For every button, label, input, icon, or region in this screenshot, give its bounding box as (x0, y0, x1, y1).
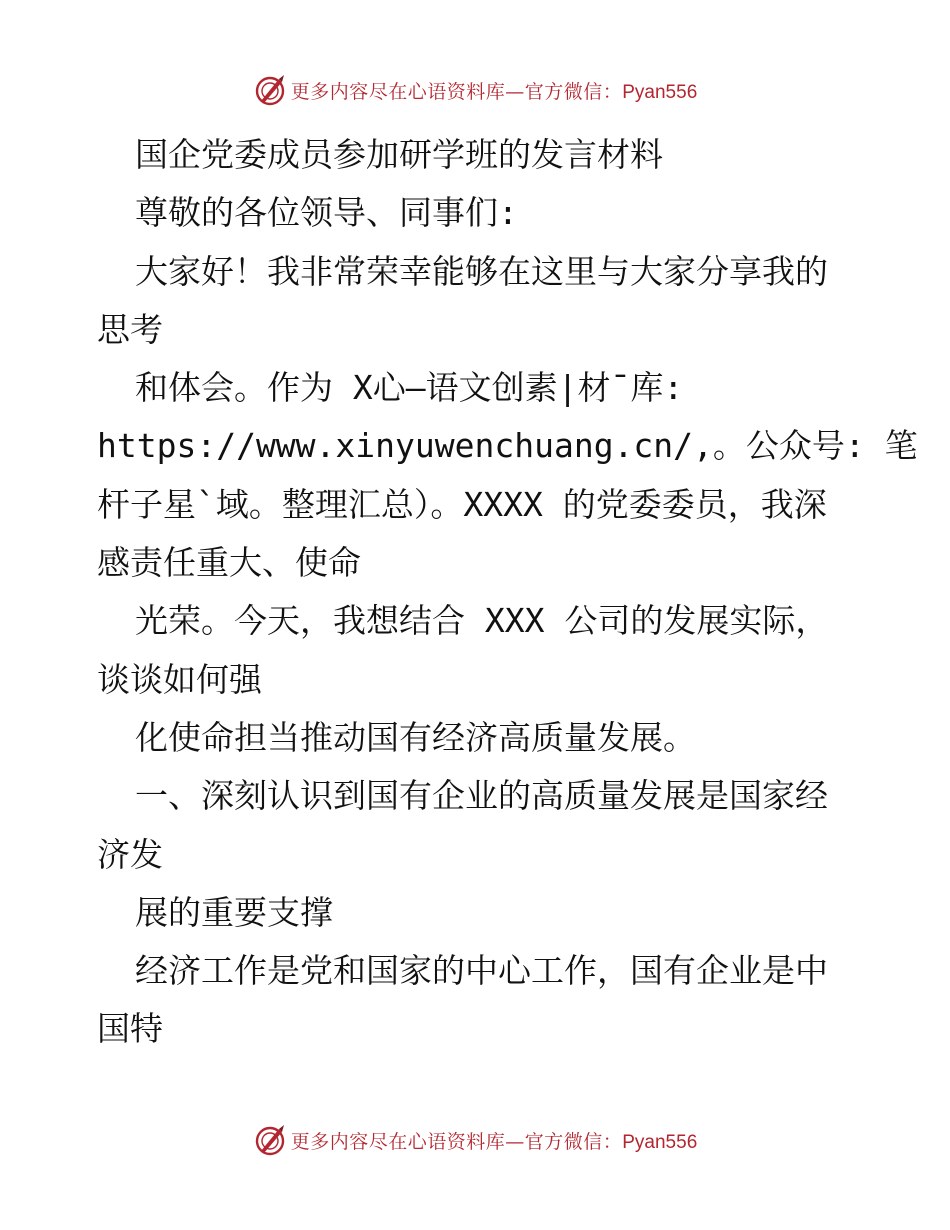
watermark-wechat-id: Pyan556 (622, 1131, 698, 1153)
section-heading-continued: 济发 (97, 834, 163, 874)
text-line: 感责任重大、使命 (97, 543, 361, 583)
document-title: 国企党委成员参加研学班的发言材料 (135, 135, 663, 174)
watermark-footer (0, 1120, 950, 1160)
salutation: 尊敬的各位领导、同事们: (135, 193, 518, 233)
text-line: 思考 (97, 309, 163, 349)
watermark-header (0, 70, 950, 110)
text-line: 化使命担当推动国有经济高质量发展。 (135, 717, 696, 757)
text-line: 杆子星`域。整理汇总）。XXXX 的党委委员，我深 (97, 484, 827, 524)
quill-logo-icon (253, 73, 287, 107)
watermark-text: 更多内容尽在心语资料库—官方微信：Pyan556 (290, 1130, 698, 1153)
watermark-wechat-id: Pyan556 (622, 81, 698, 103)
text-line: 谈谈如何强 (97, 659, 262, 699)
document-body (97, 126, 918, 1059)
section-heading-continued: 展的重要支撑 (135, 892, 333, 932)
text-line: 光荣。今天，我想结合 XXX 公司的发展实际， (135, 601, 829, 641)
quill-logo-icon (253, 1123, 287, 1157)
text-line: 国特 (97, 1009, 163, 1049)
watermark-text: 更多内容尽在心语资料库—官方微信：Pyan556 (290, 80, 698, 103)
text-line: 和体会。作为 X心—语文创素|材¯库: (135, 368, 684, 408)
text-line: 大家好！我非常荣幸能够在这里与大家分享我的 (135, 251, 828, 291)
text-line: https://www.xinyuwenchuang.cn/,。公众号: 笔 (97, 426, 918, 466)
text-line: 经济工作是党和国家的中心工作，国有企业是中 (135, 951, 828, 991)
section-heading: 一、深刻认识到国有企业的高质量发展是国家经 (135, 776, 828, 816)
